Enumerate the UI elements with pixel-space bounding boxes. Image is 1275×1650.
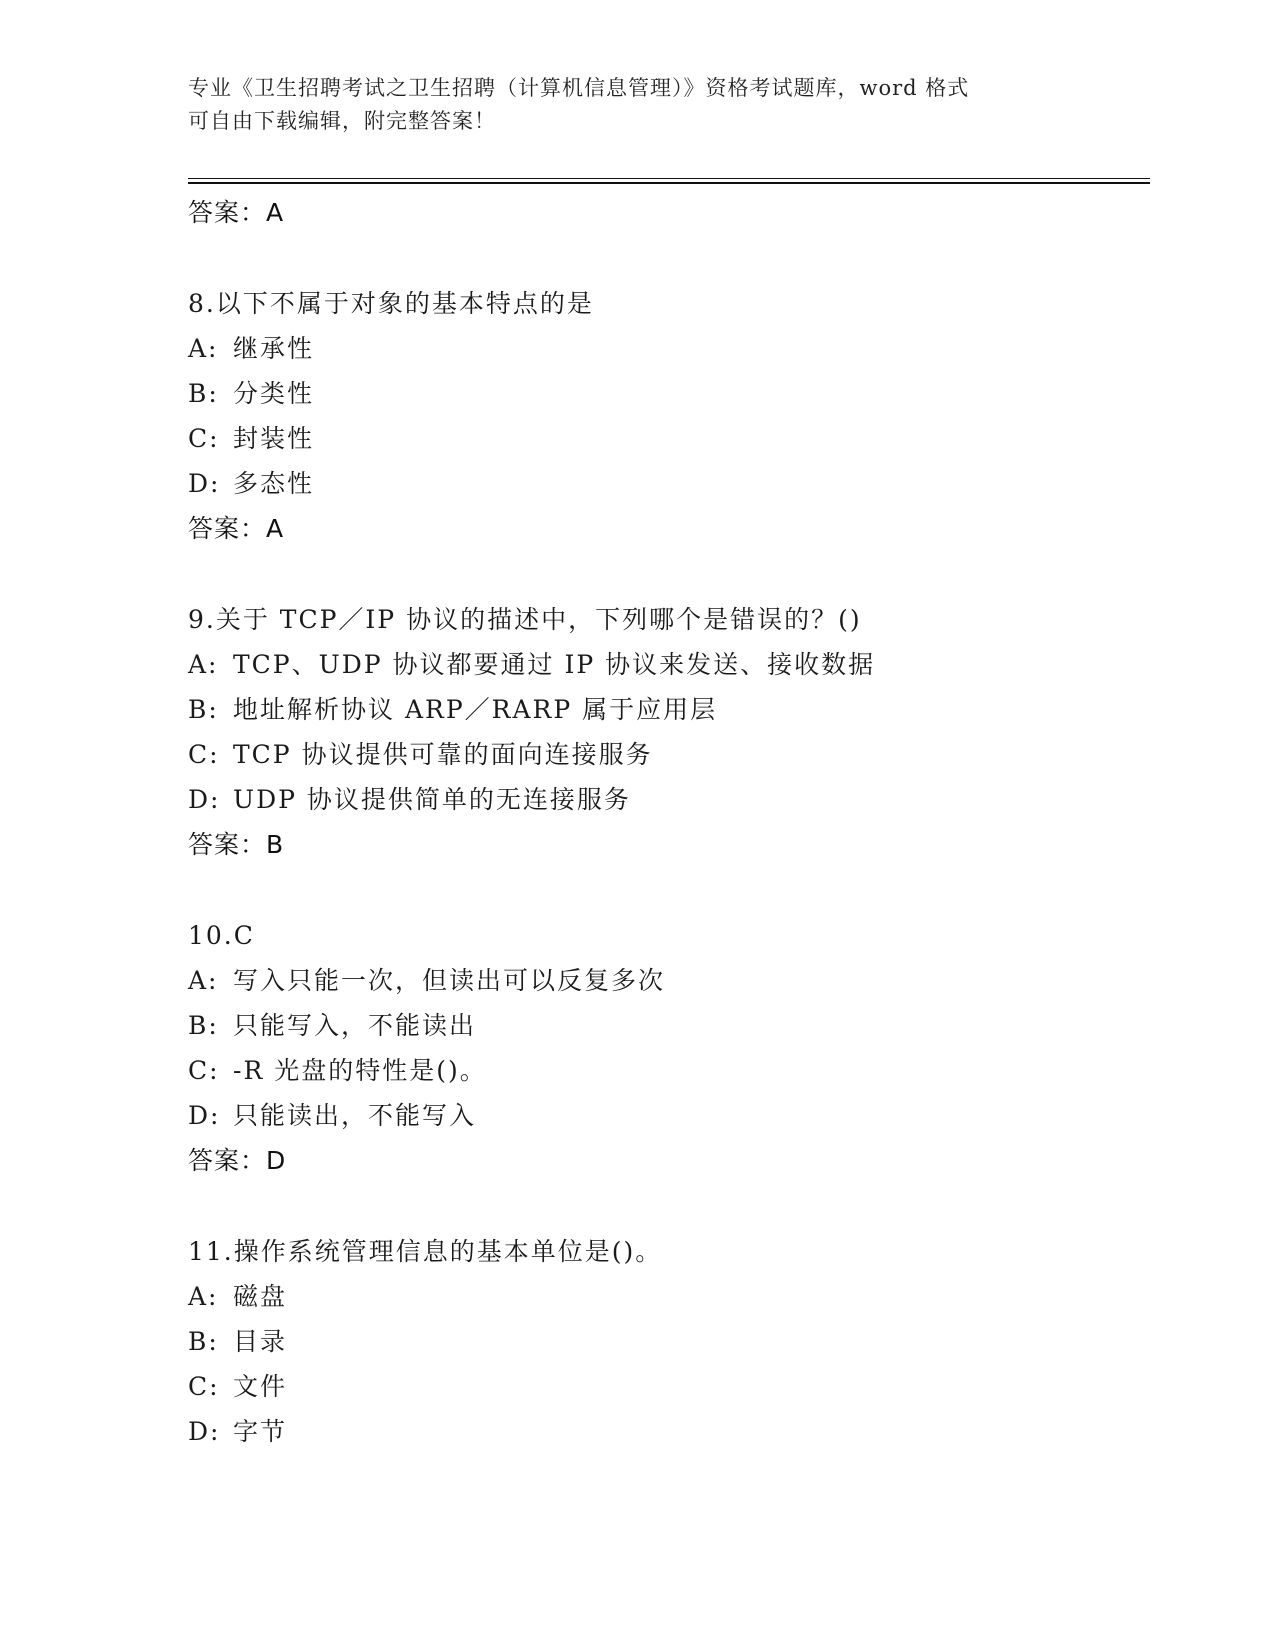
document-body xyxy=(188,190,1148,1454)
option-d xyxy=(188,461,1148,506)
option-b xyxy=(188,687,1148,732)
option-text: TCP、UDP 协议都要通过 IP 协议来发送、接收数据 xyxy=(233,650,876,679)
header-divider-thick xyxy=(188,182,1150,184)
option-b xyxy=(188,371,1148,416)
answer-line: 答案：A xyxy=(188,514,285,543)
spacer xyxy=(188,235,1148,281)
option-letter: B: xyxy=(188,1327,219,1356)
answer-line: 答案：D xyxy=(188,1146,287,1175)
option-c xyxy=(188,1048,1148,1093)
option-a xyxy=(188,326,1148,371)
option-text: 磁盘 xyxy=(233,1282,288,1311)
option-letter: A: xyxy=(188,966,219,995)
option-d xyxy=(188,1409,1148,1454)
option-letter: C: xyxy=(188,740,220,769)
option-letter: B: xyxy=(188,1011,219,1040)
option-a xyxy=(188,642,1148,687)
question-block xyxy=(188,281,1148,551)
option-b xyxy=(188,1003,1148,1048)
option-text: 目录 xyxy=(233,1327,288,1356)
answer-line: 答案：A xyxy=(188,198,285,227)
option-text: 继承性 xyxy=(233,334,315,363)
question-stem: 10.C xyxy=(188,921,255,950)
option-letter: C: xyxy=(188,1056,220,1085)
option-text: 只能读出，不能写入 xyxy=(233,1101,477,1130)
page-header xyxy=(188,72,1068,138)
question-stem: 9.关于 TCP／IP 协议的描述中，下列哪个是错误的？() xyxy=(188,605,862,634)
option-d xyxy=(188,777,1148,822)
answer-line: 答案：B xyxy=(188,830,285,859)
spacer xyxy=(188,551,1148,597)
option-letter: C: xyxy=(188,1372,220,1401)
option-letter: D: xyxy=(188,1101,221,1130)
spacer xyxy=(188,1183,1148,1229)
option-letter: A: xyxy=(188,650,219,679)
option-text: 地址解析协议 ARP／RARP 属于应用层 xyxy=(233,695,718,724)
option-letter: A: xyxy=(188,1282,219,1311)
option-text: 多态性 xyxy=(233,469,315,498)
option-text: 分类性 xyxy=(233,379,315,408)
option-letter: D: xyxy=(188,1417,221,1446)
option-text: 文件 xyxy=(233,1372,288,1401)
option-letter: B: xyxy=(188,695,219,724)
option-letter: D: xyxy=(188,469,221,498)
option-d xyxy=(188,1093,1148,1138)
question-block xyxy=(188,913,1148,1183)
option-letter: B: xyxy=(188,379,219,408)
question-stem: 11.操作系统管理信息的基本单位是()。 xyxy=(188,1237,663,1266)
option-b xyxy=(188,1319,1148,1364)
spacer xyxy=(188,867,1148,913)
option-text: -R 光盘的特性是()。 xyxy=(233,1056,487,1085)
option-text: UDP 协议提供简单的无连接服务 xyxy=(233,785,631,814)
header-line-2: 可自由下载编辑，附完整答案！ xyxy=(188,109,496,133)
option-text: 封装性 xyxy=(233,424,315,453)
option-c xyxy=(188,416,1148,461)
option-text: 写入只能一次，但读出可以反复多次 xyxy=(233,966,666,995)
option-c xyxy=(188,732,1148,777)
option-text: 只能写入，不能读出 xyxy=(233,1011,477,1040)
option-text: TCP 协议提供可靠的面向连接服务 xyxy=(233,740,653,769)
header-line-1: 专业《卫生招聘考试之卫生招聘（计算机信息管理）》资格考试题库，word 格式 xyxy=(188,76,970,100)
option-letter: C: xyxy=(188,424,220,453)
option-text: 字节 xyxy=(233,1417,288,1446)
option-c xyxy=(188,1364,1148,1409)
option-letter: D: xyxy=(188,785,221,814)
option-letter: A: xyxy=(188,334,219,363)
header-divider-thin xyxy=(188,178,1150,179)
question-block xyxy=(188,597,1148,867)
question-stem: 8.以下不属于对象的基本特点的是 xyxy=(188,289,594,318)
option-a xyxy=(188,1274,1148,1319)
question-block xyxy=(188,1229,1148,1454)
option-a xyxy=(188,958,1148,1003)
